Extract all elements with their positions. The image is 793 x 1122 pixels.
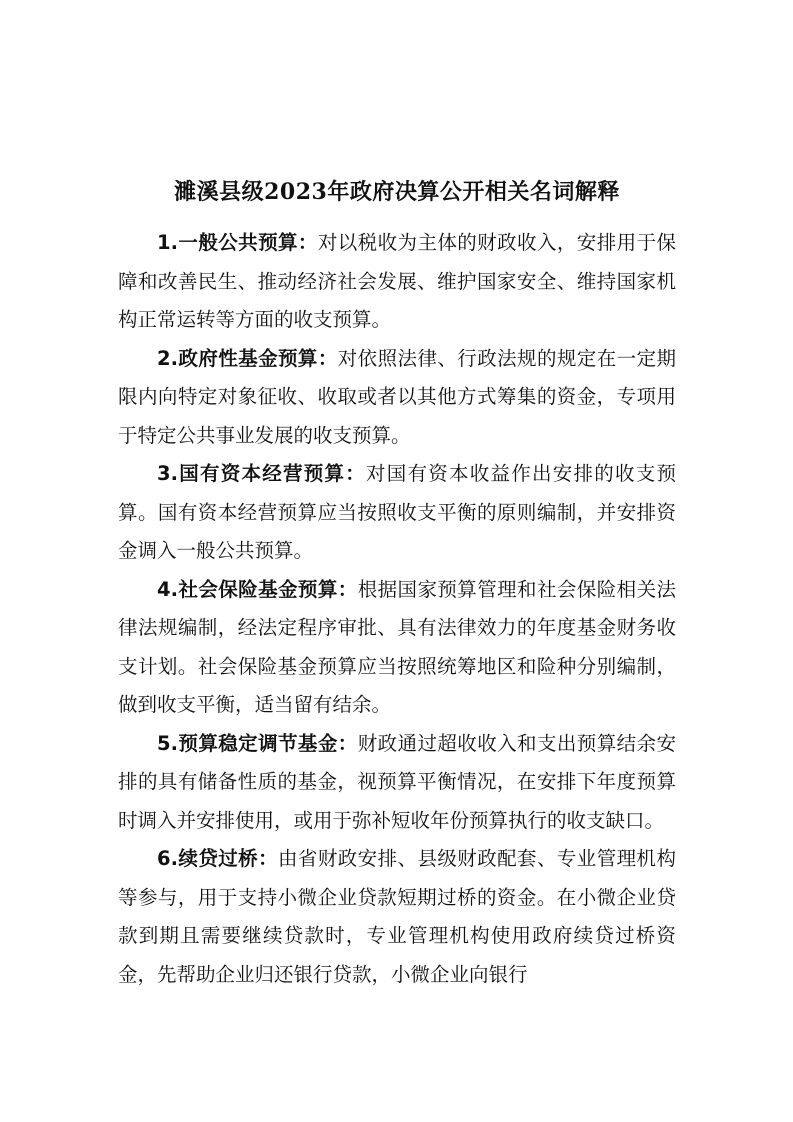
definition-term-5: 5.预算稳定调节基金： <box>157 731 358 755</box>
definition-term-2: 2.政府性基金预算： <box>157 346 338 370</box>
definition-body-6: 由省财政安排、县级财政配套、专业管理机构等参与，用于支持小微企业贷款短期过桥的资金。在小微企业贷款到期且需要继续贷款时，专业管理机构使用政府续贷过桥资金，先帮助企业归还银行贷款，小微企业向银行 <box>118 847 676 986</box>
definition-paragraph-5 <box>118 725 676 841</box>
definition-paragraph-4 <box>118 571 676 725</box>
document-title: 濉溪县级2023年政府决算公开相关名词解释 <box>174 179 620 205</box>
definition-paragraph-1 <box>118 224 676 340</box>
definition-term-6: 6.续贷过桥： <box>157 847 278 870</box>
definition-term-3: 3.国有资本经营预算： <box>157 462 366 485</box>
definition-body-3: 对国有资本收益作出安排的收支预算。国有资本经营预算应当按照收支平衡的原则编制，并安排资金调入一般公共预算。 <box>118 462 676 562</box>
definition-term-1: 1.一般公共预算： <box>157 231 318 254</box>
definition-paragraph-2 <box>118 340 676 456</box>
definition-body-1: 对以税收为主体的财政收入，安排用于保障和改善民生、推动经济社会发展、维护国家安全、维持国家机构正常运转等方面的收支预算。 <box>118 231 676 331</box>
definition-paragraph-6 <box>118 840 676 994</box>
document-page <box>118 170 676 994</box>
definition-body-5: 财政通过超收收入和支出预算结余安排的具有储备性质的基金，视预算平衡情况，在安排下年度预算时调入并安排使用，或用于弥补短收年份预算执行的收支缺口。 <box>118 731 676 832</box>
definition-body-2: 对依照法律、行政法规的规定在一定期限内向特定对象征收、收取或者以其他方式筹集的资金，专项用于特定公共事业发展的收支预算。 <box>118 346 676 447</box>
definition-term-4: 4.社会保险基金预算： <box>157 577 358 601</box>
definition-paragraph-3 <box>118 455 676 571</box>
definition-body-4: 根据国家预算管理和社会保险相关法律法规编制，经法定程序审批、具有法律效力的年度基金财务收支计划。社会保险基金预算应当按照统筹地区和险种分别编制，做到收支平衡，适当留有结余。 <box>118 577 676 716</box>
